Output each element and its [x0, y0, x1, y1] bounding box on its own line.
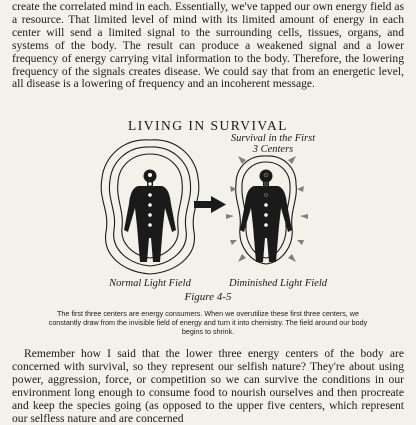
figure-caption: The first three centers are energy consumers. When we overutilize these first three centers, we constantly draw from the invisible field of energy and turn it into chemistry. The field around our body begins to shrink. [48, 309, 368, 336]
normal-light-field-label: Normal Light Field [109, 278, 191, 289]
figure-number: Figure 4-5 [184, 291, 232, 303]
body-paragraph-1: create the correlated mind in each. Essentially, we've tapped our own energy field as a resource. That limited level of mind with its limited amount of energy in each center will send a limited signal to the surrounding cells, tissues, organs, and systems of the body. The result can produce a weakened signal and a lower frequency of energy carrying vital information to the body. Therefore, the lowering frequency of the signals creates disease. We could say that from an energetic level, all disease is a lowering of frequency and an incoherent message. [12, 0, 404, 91]
survival-label: Survival in the First 3 Centers [230, 133, 316, 155]
section-heading: LIVING IN SURVIVAL [128, 118, 288, 133]
right-arrow-icon [194, 196, 226, 213]
body-paragraph-2: Remember how I said that the lower three energy centers of the body are concerned with survival, so they represent our selfish nature? They're about using power, aggression, force, or competition so we can survive the conditions in our environment long enough to consume food to nourish ourselves and then procreate and keep the species going (as opposed to the upper five centers, which represent our selfless nature and are concerned [12, 347, 404, 425]
diminished-light-field-label: Diminished Light Field [229, 278, 327, 289]
